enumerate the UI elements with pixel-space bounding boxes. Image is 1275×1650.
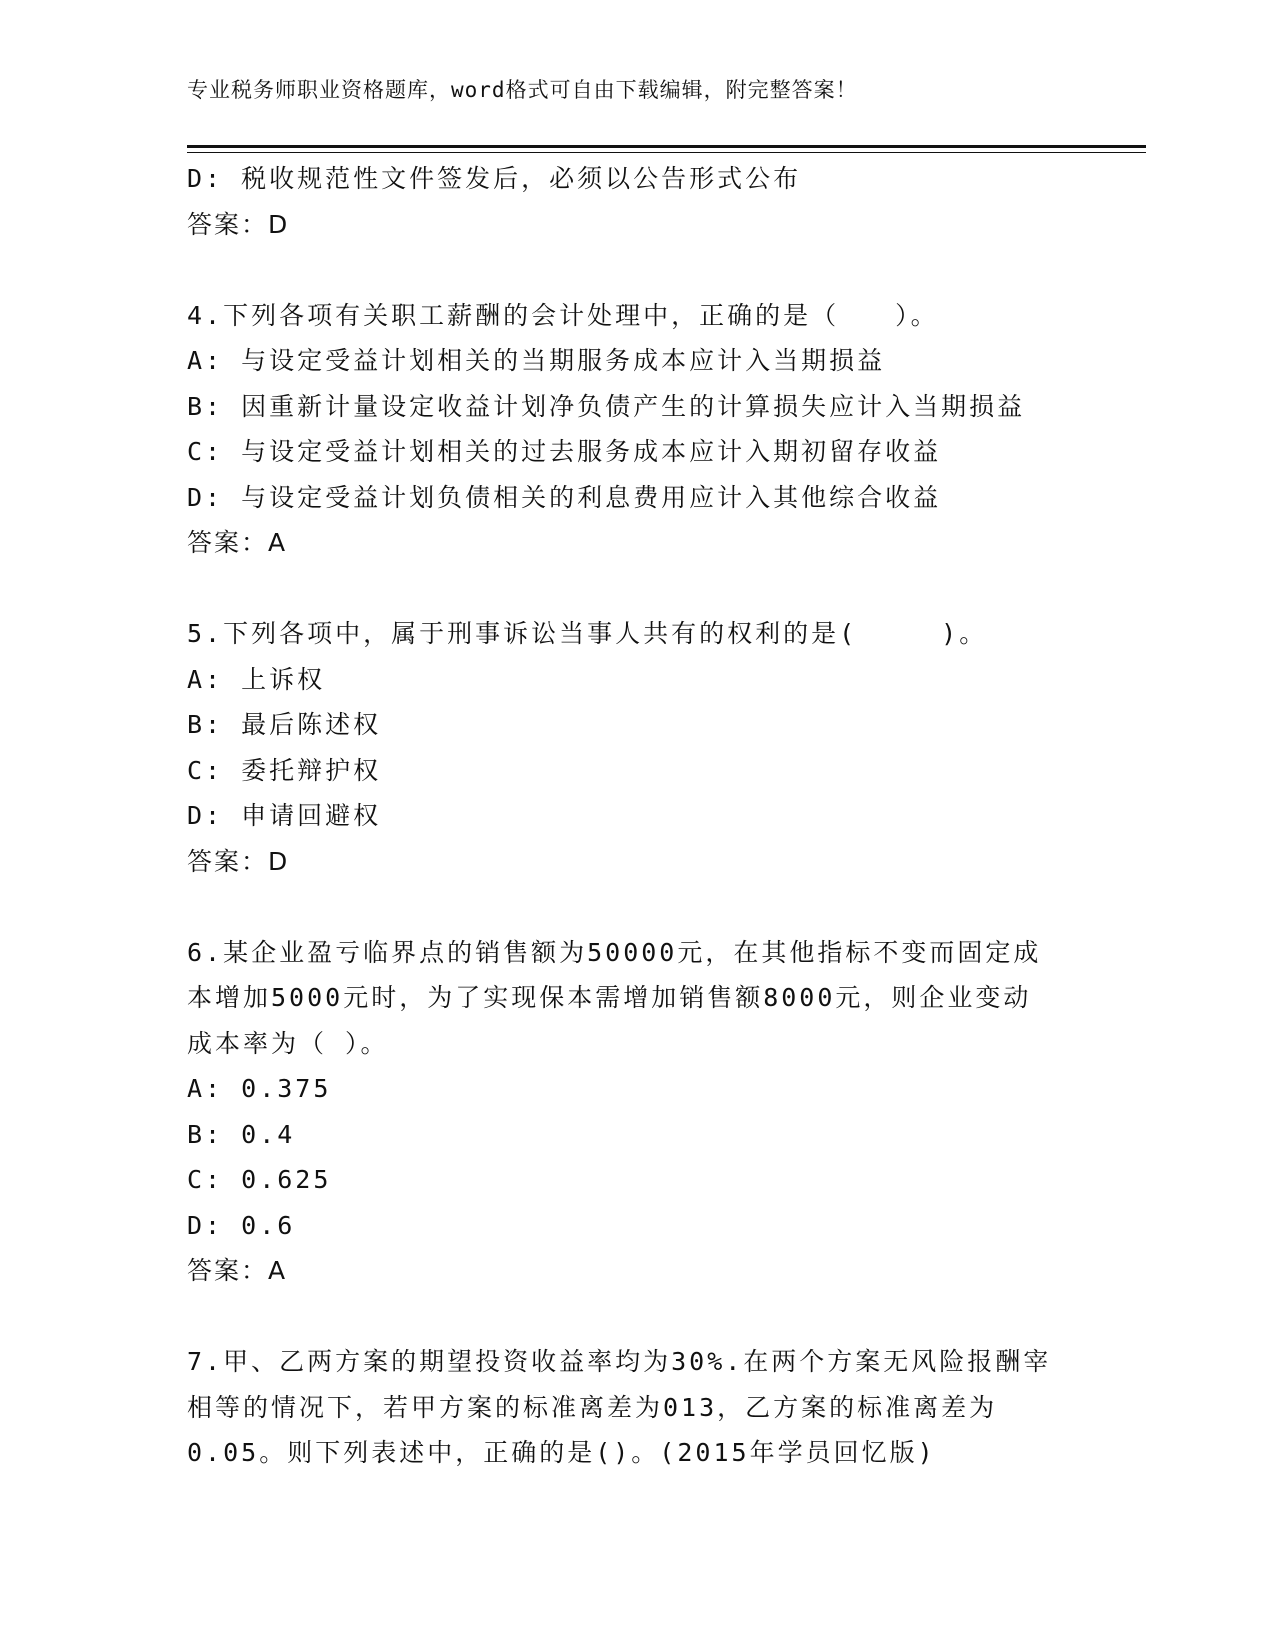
question-stem-line-3: 成本率为（ ）。	[187, 1028, 389, 1058]
question-5	[187, 611, 1067, 884]
question-content	[187, 156, 1067, 1476]
answer-line: 答案：A	[187, 1256, 288, 1285]
question-stem: 5.下列各项中，属于刑事诉讼当事人共有的权利的是( )。	[187, 619, 988, 648]
option-b: B: 0.4	[187, 1119, 296, 1149]
question-stem-line-2: 本增加5000元时，为了实现保本需增加销售额8000元，则企业变动	[187, 983, 1032, 1012]
question-6	[187, 930, 1067, 1294]
answer-line: 答案：D	[187, 209, 290, 239]
option-d: D: 与设定受益计划负债相关的利息费用应计入其他综合收益	[187, 482, 942, 512]
option-d: D: 0.6	[187, 1210, 296, 1240]
option-a: A: 与设定受益计划相关的当期服务成本应计入当期损益	[187, 346, 886, 375]
answer-line: 答案：A	[187, 528, 288, 557]
option-c: C: 0.625	[187, 1165, 332, 1194]
option-c: C: 委托辩护权	[187, 755, 382, 785]
question-stem-line-3: 0.05。则下列表述中，正确的是()。(2015年学员回忆版)	[187, 1438, 936, 1467]
spacer	[187, 566, 1067, 612]
header-rule-thin	[187, 152, 1146, 153]
header-rule-thick	[187, 145, 1146, 148]
question-stem-line-1: 6.某企业盈亏临界点的销售额为50000元，在其他指标不变而固定成	[187, 937, 1042, 967]
option-a: A: 上诉权	[187, 664, 326, 694]
question-4	[187, 293, 1067, 566]
question-7	[187, 1339, 1067, 1476]
spacer	[187, 1294, 1067, 1340]
page-header: 专业税务师职业资格题库，word格式可自由下载编辑，附完整答案！	[187, 78, 858, 102]
option-b: B: 最后陈述权	[187, 710, 382, 739]
question-stem-line-2: 相等的情况下，若甲方案的标准离差为013，乙方案的标准离差为	[187, 1392, 998, 1422]
spacer	[187, 247, 1067, 293]
option-a: A: 0.375	[187, 1074, 332, 1103]
option-c: C: 与设定受益计划相关的过去服务成本应计入期初留存收益	[187, 437, 942, 466]
option-d: D: 申请回避权	[187, 801, 382, 830]
option-b: B: 因重新计量设定收益计划净负债产生的计算损失应计入当期损益	[187, 391, 1026, 421]
answer-line: 答案：D	[187, 846, 290, 876]
spacer	[187, 884, 1067, 930]
question-stem: 4.下列各项有关职工薪酬的会计处理中，正确的是（ ）。	[187, 300, 939, 330]
question-stem-line-1: 7.甲、乙两方案的期望投资收益率均为30%.在两个方案无风险报酬宰	[187, 1347, 1052, 1376]
option-d: D: 税收规范性文件签发后，必须以公告形式公布	[187, 164, 802, 193]
